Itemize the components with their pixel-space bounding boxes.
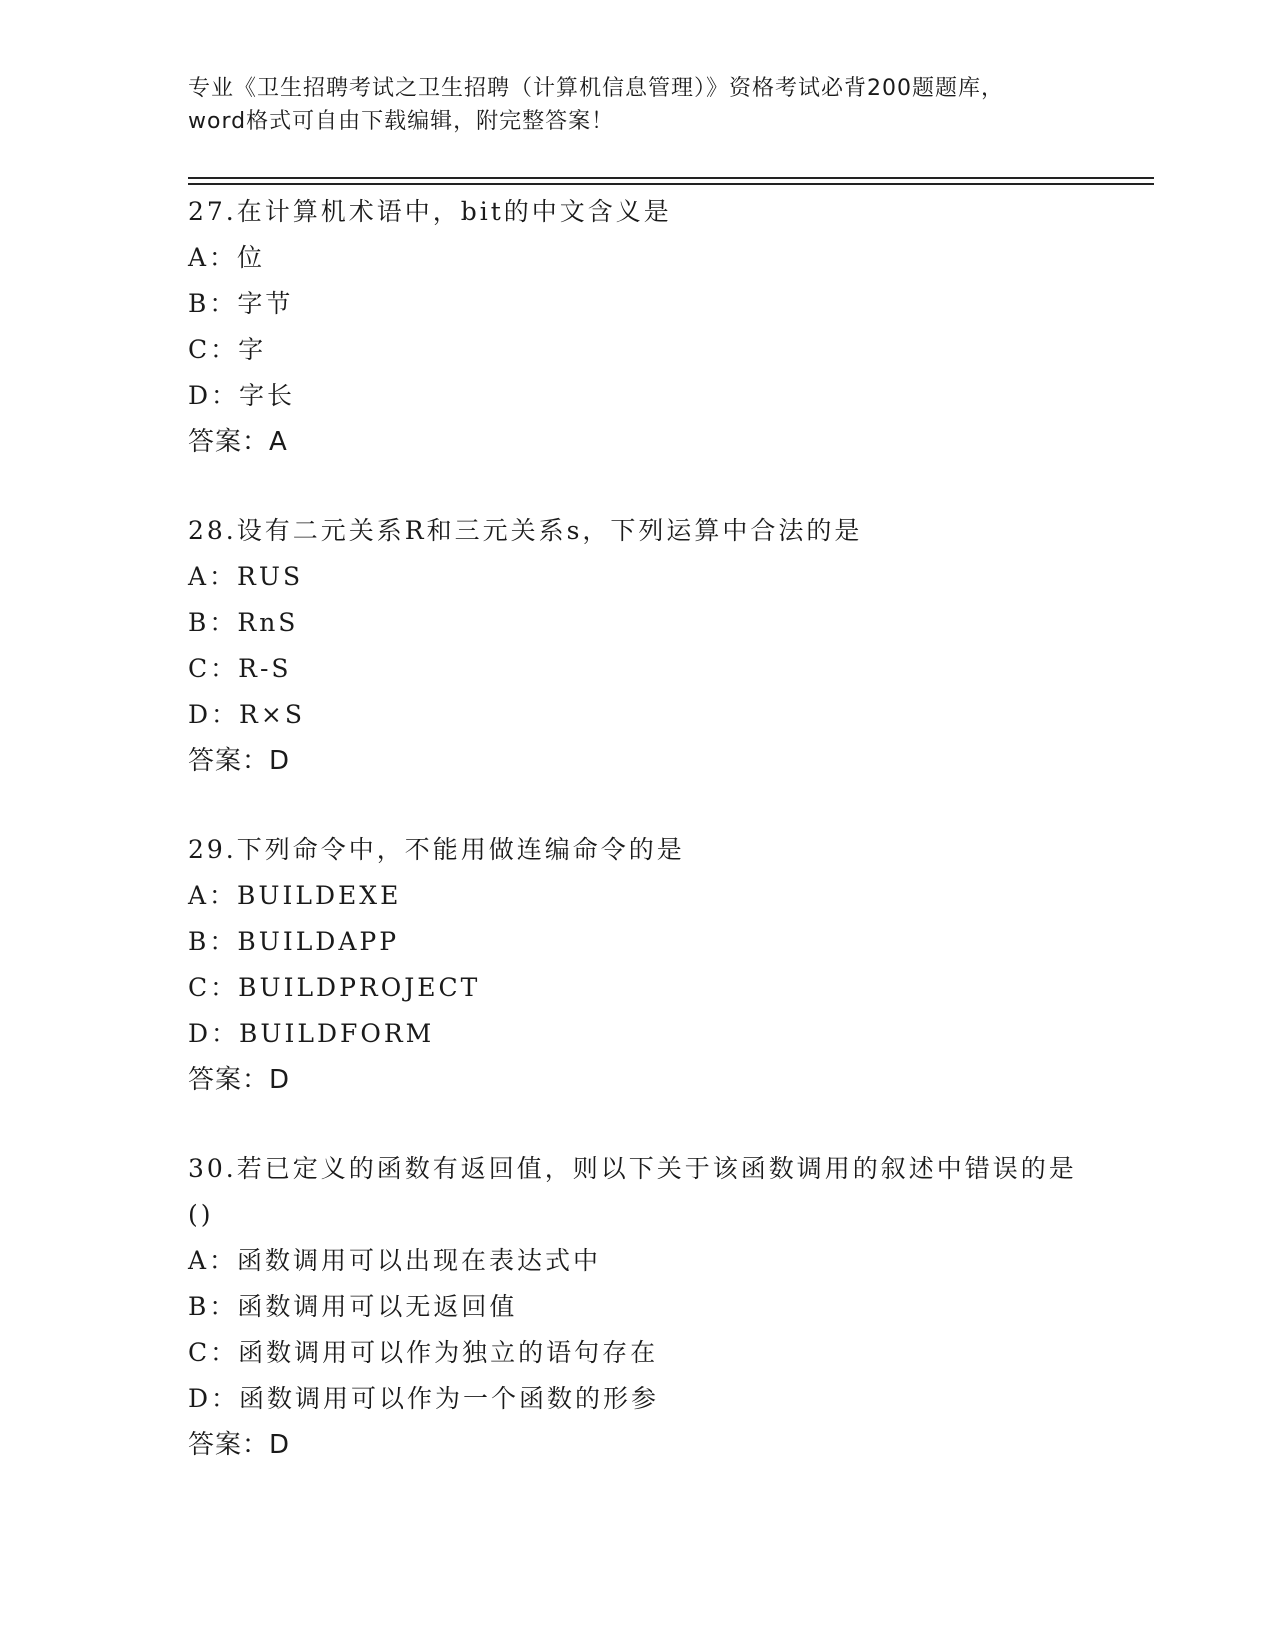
question-30	[188, 1146, 1088, 1468]
option-b: B：RnS	[188, 608, 299, 637]
header-line-2: word格式可自由下载编辑，附完整答案！	[188, 109, 615, 134]
option-c: C：BUILDPROJECT	[188, 973, 481, 1002]
option-a: A：RUS	[188, 562, 304, 591]
answer: 答案：D	[188, 746, 291, 776]
question-28	[188, 508, 1088, 784]
option-b: B：BUILDAPP	[188, 927, 400, 956]
option-c: C：R-S	[188, 654, 292, 683]
document-header	[188, 72, 1088, 138]
question-stem: 28.设有二元关系R和三元关系s，下列运算中合法的是	[188, 516, 863, 545]
header-divider-bottom	[188, 183, 1154, 185]
header-divider-top	[188, 177, 1154, 179]
option-d: D：R×S	[188, 700, 305, 729]
option-d: D：BUILDFORM	[188, 1019, 435, 1048]
answer: 答案：D	[188, 1065, 291, 1095]
question-stem: 29.下列命令中，不能用做连编命令的是	[188, 835, 685, 864]
option-a: A：BUILDEXE	[188, 881, 402, 910]
question-27	[188, 189, 1088, 465]
option-a: A：函数调用可以出现在表达式中	[188, 1246, 602, 1275]
answer: 答案：A	[188, 427, 288, 457]
question-29	[188, 827, 1088, 1103]
option-c: C：字	[188, 335, 267, 364]
option-c: C：函数调用可以作为独立的语句存在	[188, 1338, 659, 1367]
option-d: D：字长	[188, 381, 296, 410]
option-a: A：位	[188, 243, 266, 272]
header-line-1: 专业《卫生招聘考试之卫生招聘（计算机信息管理）》资格考试必背200题题库，	[188, 76, 1004, 101]
option-b: B：字节	[188, 289, 294, 318]
option-d: D：函数调用可以作为一个函数的形参	[188, 1384, 660, 1413]
option-b: B：函数调用可以无返回值	[188, 1292, 518, 1321]
question-stem: 30.若已定义的函数有返回值，则以下关于该函数调用的叙述中错误的是()	[188, 1154, 1077, 1229]
answer: 答案：D	[188, 1430, 291, 1460]
question-stem: 27.在计算机术语中，bit的中文含义是	[188, 197, 672, 226]
